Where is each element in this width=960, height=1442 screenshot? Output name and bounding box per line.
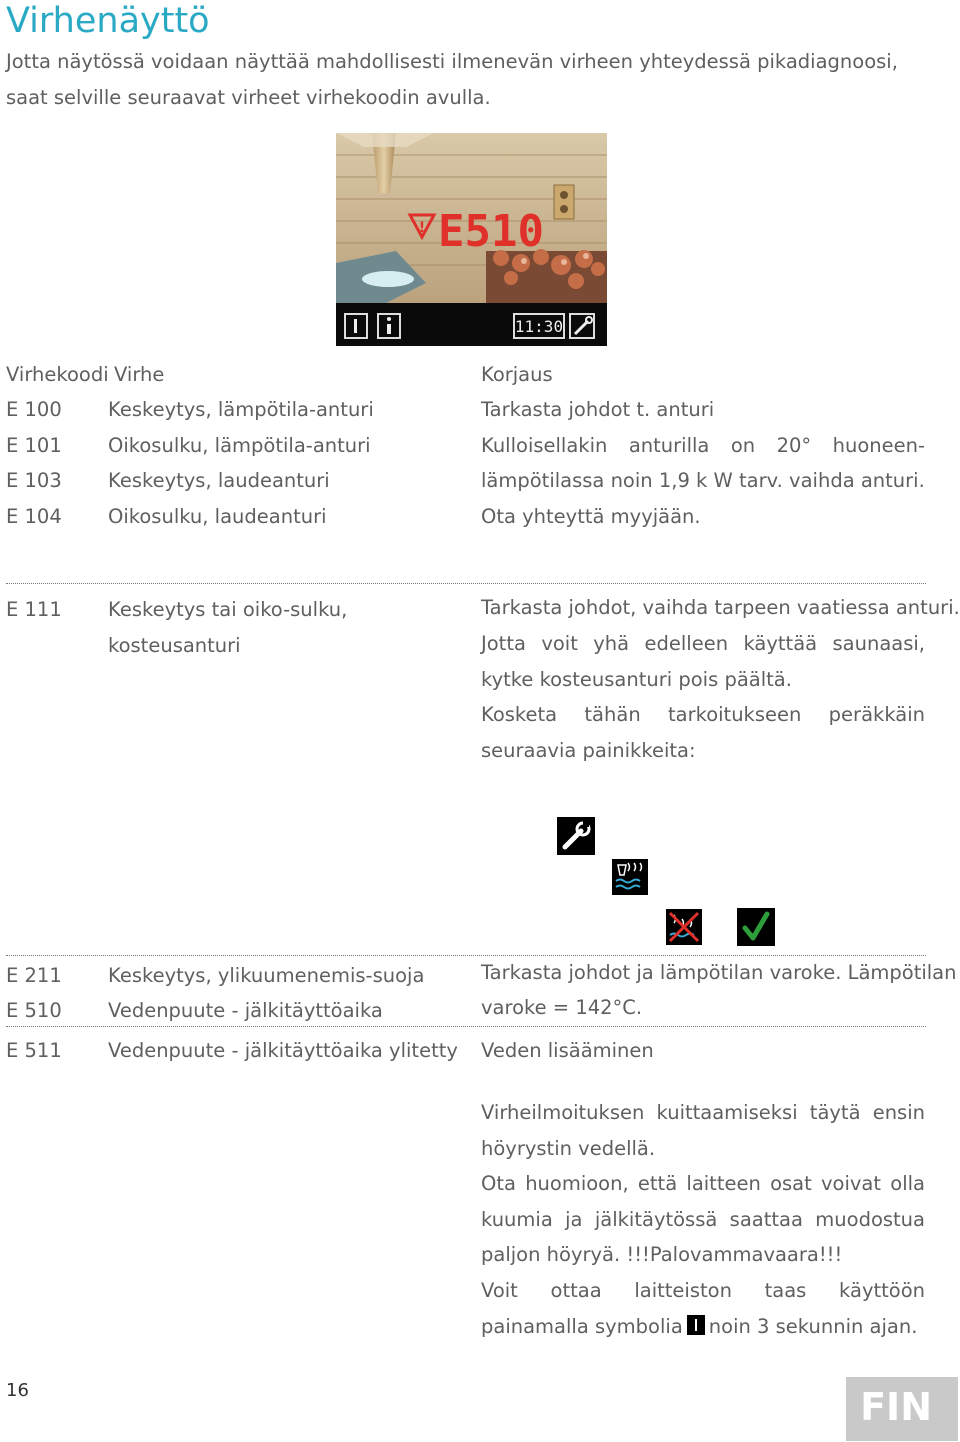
fix-line: Ota yhteyttä myyjään. — [481, 505, 701, 528]
column-header-fault: Virhe — [114, 363, 165, 386]
error-fault: Keskeytys tai oiko-sulku, — [108, 598, 348, 621]
error-fault: Oikosulku, lämpötila-anturi — [108, 434, 371, 457]
error-code: E 111 — [6, 598, 62, 621]
error-fault: Keskeytys, laudeanturi — [108, 469, 330, 492]
fix-paragraph: Jotta voit yhä edelleen käyttää saunaasi, kytke kosteusanturi pois päältä. — [481, 632, 925, 691]
clock-display: 11:30 — [514, 317, 564, 336]
fix-line: Tarkasta johdot, vaihda tarpeen vaatiessa anturi. — [481, 596, 960, 619]
error-code: E 104 — [6, 505, 62, 528]
error-fault: Vedenpuute - jälkitäyttöaika ylitetty — [108, 1039, 458, 1062]
fix-line: lämpötilassa noin 1,9 k W tarv. vaihda anturi. — [481, 469, 925, 492]
error-code: E 101 — [6, 434, 62, 457]
error-code: E 511 — [6, 1039, 62, 1062]
fix-paragraph: Virheilmoituksen kuittaamiseksi täytä ensin höyrystin vedellä. — [481, 1101, 925, 1160]
page-title: Virhenäyttö — [6, 1, 210, 41]
column-header-fix: Korjaus — [481, 363, 553, 386]
sauna-display-illustration — [336, 133, 607, 346]
fix-title: Veden lisääminen — [481, 1039, 654, 1062]
wrench-icon — [557, 817, 595, 855]
page-number: 16 — [6, 1380, 29, 1401]
checkmark-icon — [737, 908, 775, 946]
fix-paragraph — [481, 1273, 925, 1344]
section-divider — [6, 583, 926, 584]
language-label: FIN — [860, 1385, 932, 1429]
fix-paragraph: Ota huomioon, että laitteen osat voivat olla kuumia ja jälkitäytössä saattaa muodostua paljon höyryä. !!!Palovammavaara!!! — [481, 1172, 925, 1266]
svg-text:!: ! — [418, 220, 426, 236]
error-code: E 100 — [6, 398, 62, 421]
fix-text: Voit ottaa laitteiston taas käyttöön painamalla symbolia — [481, 1279, 925, 1338]
fix-line: Kulloisellakin anturilla on 20° huoneen- — [481, 434, 925, 457]
fix-paragraph: Kosketa tähän tarkoitukseen peräkkäin seuraavia painikkeita: — [481, 703, 925, 762]
section-divider — [6, 1026, 926, 1027]
error-code-display: E510 — [438, 206, 544, 257]
humidifier-off-icon — [666, 909, 702, 945]
fix-text: noin 3 sekunnin ajan. — [708, 1314, 918, 1338]
control-panel-display-photo — [336, 133, 607, 346]
fix-line: varoke = 142°C. — [481, 996, 643, 1019]
column-header-code: Virhekoodi — [6, 363, 109, 386]
error-code: E 211 — [6, 964, 62, 987]
fix-line: Tarkasta johdot ja lämpötilan varoke. Lämpötilan — [481, 961, 957, 984]
error-fault: Oikosulku, laudeanturi — [108, 505, 327, 528]
error-fault: kosteusanturi — [108, 634, 241, 657]
error-fault: Keskeytys, ylikuumenemis-suoja — [108, 964, 425, 987]
intro-paragraph: Jotta näytössä voidaan näyttää mahdollisesti ilmenevän virheen yhteydessä pikadiagnoosi, saat selville seuraavat virheet virhekoodin avulla. — [6, 50, 898, 109]
power-symbol-icon — [687, 1315, 705, 1335]
error-code: E 510 — [6, 999, 62, 1022]
error-fault: Keskeytys, lämpötila-anturi — [108, 398, 374, 421]
error-fault: Vedenpuute - jälkitäyttöaika — [108, 999, 383, 1022]
fix-line: Tarkasta johdot t. anturi — [481, 398, 715, 421]
language-tab — [846, 1377, 958, 1441]
error-code: E 103 — [6, 469, 62, 492]
humidifier-icon — [612, 859, 648, 895]
